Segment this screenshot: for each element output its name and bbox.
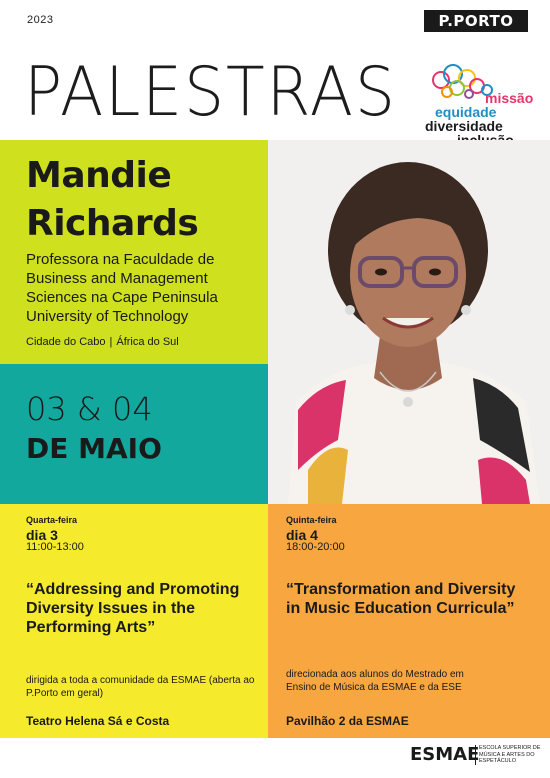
year-label: 2023 xyxy=(27,14,54,26)
speaker-city: Cidade do Cabo xyxy=(26,336,106,348)
pporto-logo: P.PORTO xyxy=(424,10,528,32)
speaker-role: Professora na Faculdade de Business and Management Sciences na Cape Peninsula University of Technology xyxy=(26,251,218,325)
session-time: 18:00-20:00 xyxy=(286,541,345,553)
session-day: dia 4 xyxy=(286,527,318,543)
mission-word: missão xyxy=(485,90,534,106)
speaker-location: Cidade do Cabo | África do Sul xyxy=(26,336,179,348)
session-day: dia 3 xyxy=(26,527,58,543)
speaker-portrait-icon xyxy=(268,140,550,504)
session-audience: dirigida a toda a comunidade da ESMAE (aberta ao P.Porto em geral) xyxy=(26,675,255,699)
date-days: 03 & 04 xyxy=(26,390,153,428)
session-audience: direcionada aos alunos do Mestrado em Ensino de Música da ESMAE e da ESE xyxy=(286,669,464,693)
session-title: “Transformation and Diversity in Music Education Curricula” xyxy=(286,581,516,617)
esmae-school-name: ESCOLA SUPERIOR DE MÚSICA E ARTES DO ESPETÁCULO xyxy=(475,745,545,765)
speaker-name: Mandie Richards xyxy=(26,155,199,244)
session-time: 11:00-13:00 xyxy=(26,541,84,553)
session-title: “Addressing and Promoting Diversity Issues in the Performing Arts” xyxy=(26,581,240,636)
date-month: DE MAIO xyxy=(26,432,162,465)
session-weekday: Quarta-feira xyxy=(26,515,78,525)
diversity-word: diversidade xyxy=(425,118,503,134)
speaker-country: África do Sul xyxy=(116,336,179,348)
page-title: PALESTRAS xyxy=(24,53,397,132)
session-venue: Pavilhão 2 da ESMAE xyxy=(286,714,409,728)
speaker-photo xyxy=(268,140,550,504)
session-venue: Teatro Helena Sá e Costa xyxy=(26,714,170,728)
esmae-logo: ESMAE xyxy=(410,744,480,765)
mission-logo xyxy=(425,56,535,148)
equity-word: equidade xyxy=(435,104,497,120)
session-weekday: Quinta-feira xyxy=(286,515,337,525)
